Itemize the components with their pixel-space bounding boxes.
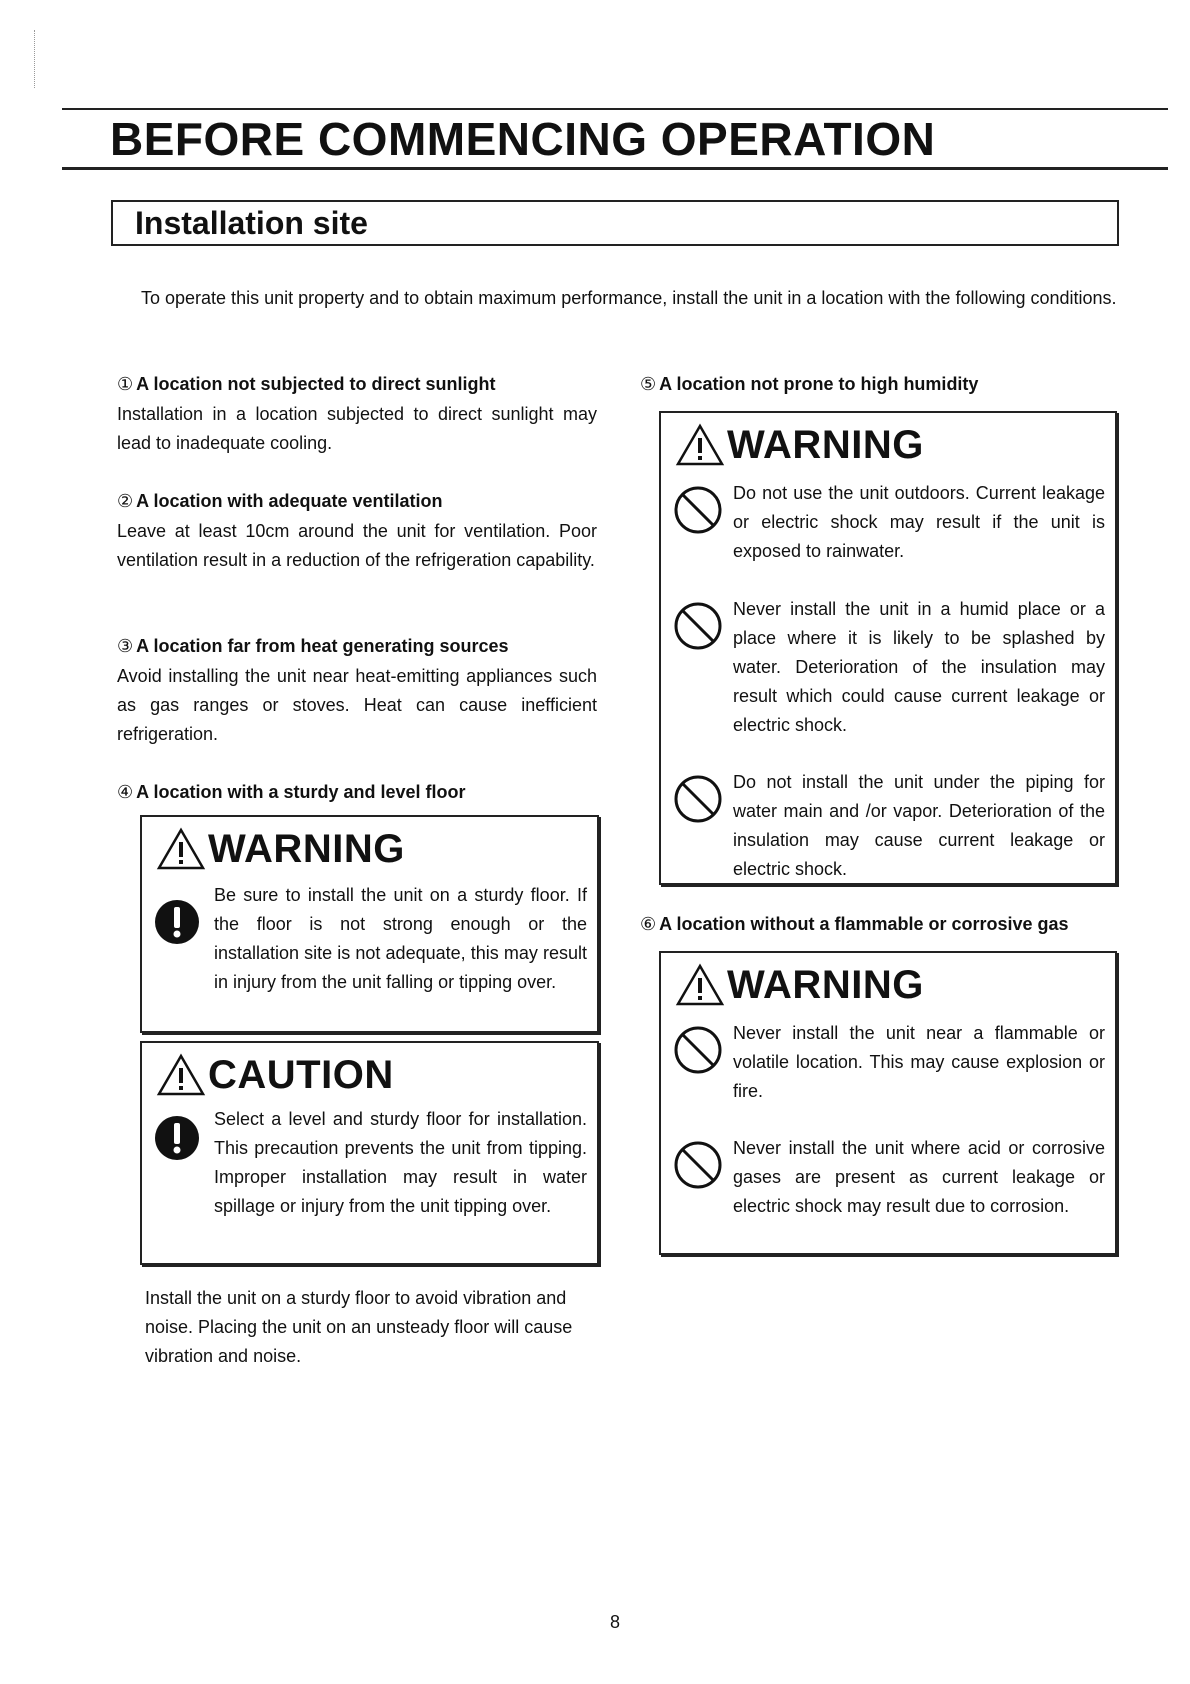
item-5-title: A location not prone to high humidity — [659, 374, 979, 394]
intro-text: To operate this unit property and to obtain maximum performance, install the unit in a location with the following conditions. — [141, 288, 1117, 308]
humidity-warning-text-3: Do not install the unit under the piping for water main and /or vapor. Deterioration of the insulation may cause current leakage or electric shock. — [733, 772, 1105, 879]
floor-caution-text: Select a level and sturdy floor for installation. This precaution prevents the unit from tipping. Improper installation may result in water spillage or injury from the unit tipping over. — [214, 1109, 587, 1216]
gas-warning-item-2 — [673, 1134, 1105, 1221]
warning-triangle-icon — [156, 827, 206, 871]
humidity-warning-label: WARNING — [727, 423, 924, 467]
item-3-number: ③ — [117, 636, 134, 656]
gas-warning-box — [659, 951, 1117, 1255]
page-title: BEFORE COMMENCING OPERATION — [110, 113, 936, 165]
item-4-heading — [117, 781, 466, 803]
prohibition-icon — [673, 601, 723, 651]
floor-caution-header — [156, 1053, 394, 1097]
warning-triangle-icon — [156, 1053, 206, 1097]
item-2-heading — [117, 490, 443, 512]
gas-warning-label: WARNING — [727, 963, 924, 1007]
humidity-warning-header — [675, 423, 924, 467]
item-5-heading — [640, 373, 978, 395]
item-4-title: A location with a sturdy and level floor — [136, 782, 466, 802]
item-2-text: Leave at least 10cm around the unit for ventilation. Poor ventilation result in a reduction of the refrigeration capability. — [117, 521, 597, 570]
floor-warning-box — [140, 815, 599, 1033]
item-1-title: A location not subjected to direct sunlight — [136, 374, 496, 394]
item-1-number: ① — [117, 374, 134, 394]
item-1-text: Installation in a location subjected to direct sunlight may lead to inadequate cooling. — [117, 404, 597, 453]
item-2-number: ② — [117, 491, 134, 511]
title-bottom-rule — [62, 167, 1168, 170]
floor-warning-label: WARNING — [208, 827, 405, 871]
floor-caution-box — [140, 1041, 599, 1265]
floor-warning-header — [156, 827, 405, 871]
floor-caution-item — [154, 1105, 587, 1221]
humidity-warning-box — [659, 411, 1117, 885]
item-5-number: ⑤ — [640, 374, 657, 394]
humidity-warning-item-3 — [673, 768, 1105, 884]
item-4-number: ④ — [117, 782, 134, 802]
item-2-title: A location with adequate ventilation — [136, 491, 443, 511]
floor-caution-label: CAUTION — [208, 1053, 394, 1097]
item-3-heading — [117, 635, 509, 657]
prohibition-icon — [673, 485, 723, 535]
exclamation-circle-icon — [154, 1115, 200, 1161]
humidity-warning-item-1 — [673, 479, 1105, 566]
exclamation-circle-icon — [154, 899, 200, 945]
warning-triangle-icon — [675, 423, 725, 467]
floor-warning-item — [154, 881, 587, 997]
warning-triangle-icon — [675, 963, 725, 1007]
page-number: 8 — [610, 1612, 621, 1632]
humidity-warning-text-1: Do not use the unit outdoors. Current leakage or electric shock may result if the unit is exposed to rainwater. — [733, 483, 1105, 561]
section-title: Installation site — [135, 205, 368, 241]
humidity-warning-text-2: Never install the unit in a humid place or a place where it is likely to be splashed by water. Deterioration of the insulation may result which could cause current leakage or electric shock. — [733, 599, 1105, 735]
item-6-heading — [640, 913, 1069, 935]
scan-dots — [34, 30, 41, 88]
gas-warning-text-1: Never install the unit near a flammable or volatile location. This may cause explosion or fire. — [733, 1023, 1105, 1101]
item-3-title: A location far from heat generating sources — [136, 636, 509, 656]
item-3-text: Avoid installing the unit near heat-emitting appliances such as gas ranges or stoves. Heat can cause inefficient refrigeration. — [117, 666, 597, 744]
item-6-title: A location without a flammable or corrosive gas — [659, 914, 1069, 934]
title-top-rule — [62, 108, 1168, 110]
floor-warning-text: Be sure to install the unit on a sturdy floor. If the floor is not strong enough or the installation site is not adequate, this may result in injury from the unit falling or tipping over. — [214, 885, 587, 992]
floor-note-text: Install the unit on a sturdy floor to avoid vibration and noise. Placing the unit on an unsteady floor will cause vibration and noise. — [145, 1288, 573, 1366]
prohibition-icon — [673, 774, 723, 824]
gas-warning-header — [675, 963, 924, 1007]
prohibition-icon — [673, 1140, 723, 1190]
humidity-warning-item-2 — [673, 595, 1105, 740]
item-1-heading — [117, 373, 495, 395]
item-6-number: ⑥ — [640, 914, 657, 934]
gas-warning-item-1 — [673, 1019, 1105, 1106]
gas-warning-text-2: Never install the unit where acid or corrosive gases are present as current leakage or electric shock may result due to corrosion. — [733, 1138, 1105, 1216]
prohibition-icon — [673, 1025, 723, 1075]
